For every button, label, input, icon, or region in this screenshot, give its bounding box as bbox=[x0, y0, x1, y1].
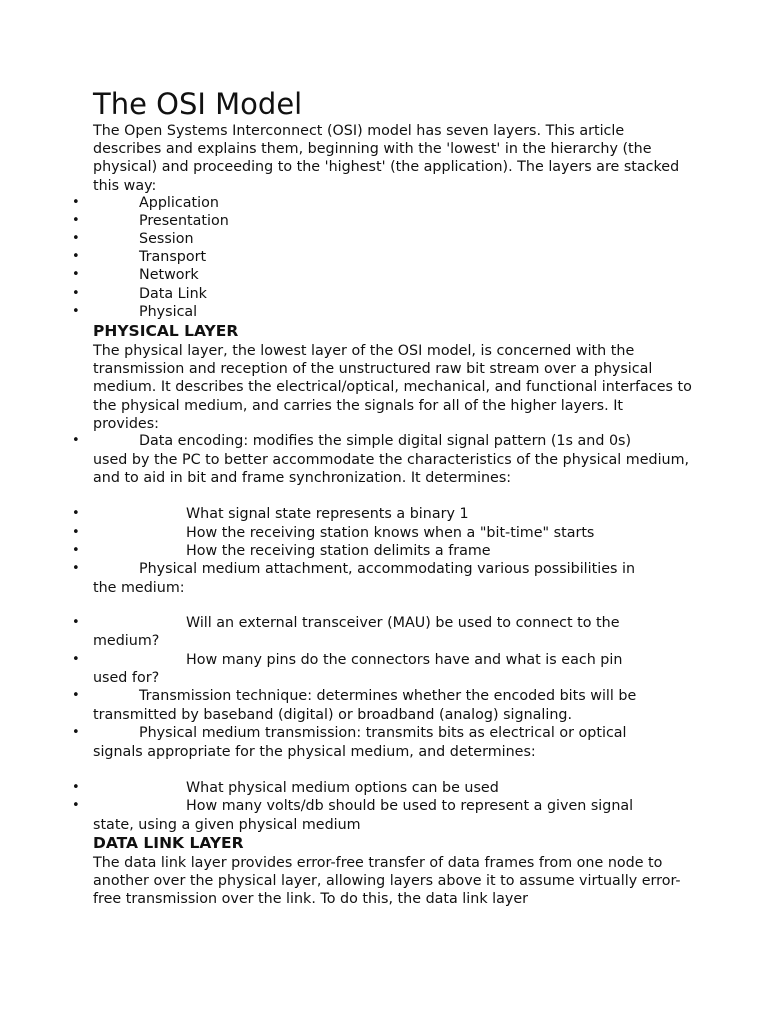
list-item-text: How the receiving station delimits a frame bbox=[186, 543, 491, 559]
bullet-icon: • bbox=[72, 195, 80, 210]
bullet-icon: • bbox=[72, 525, 80, 540]
list-item-text: Data Link bbox=[139, 286, 207, 302]
list-item-text: Network bbox=[139, 267, 199, 283]
bullet-icon: • bbox=[72, 780, 80, 795]
section-heading-physical: PHYSICAL LAYER bbox=[93, 322, 239, 340]
list-item-continuation: used for? bbox=[93, 670, 160, 686]
list-item-text: How the receiving station knows when a "bit-time" starts bbox=[186, 525, 595, 541]
bullet-icon: • bbox=[72, 615, 80, 630]
list-item-text: Physical bbox=[139, 304, 198, 320]
bullet-icon: • bbox=[72, 249, 80, 264]
intro-paragraph: The Open Systems Interconnect (OSI) model has seven layers. This article describes and explains them, beginning with the 'lowest' in the hierarchy (the physical) and proceeding to the 'highest' (the application). The layers are stacked this way: bbox=[93, 123, 680, 194]
bullet-icon: • bbox=[72, 506, 80, 521]
list-item-text bbox=[72, 432, 739, 450]
bullet-icon: • bbox=[72, 286, 80, 301]
bullet-icon: • bbox=[72, 304, 80, 319]
page-title: The OSI Model bbox=[93, 87, 303, 121]
list-item-continuation: the medium: bbox=[93, 580, 185, 596]
bullet-icon: • bbox=[72, 688, 80, 703]
datalink-intro-paragraph: The data link layer provides error-free transfer of data frames from one node to another over the physical layer, allowing layers above it to assume virtually error-free transmission over the link. To do this, the data link layer bbox=[93, 855, 681, 908]
bullet-icon: • bbox=[72, 561, 80, 576]
list-item-text: How many pins do the connectors have and what is each pin bbox=[186, 652, 623, 668]
physical-intro-paragraph: The physical layer, the lowest layer of the OSI model, is concerned with the transmission and reception of the unstructured raw bit stream over a physical medium. It describes the electrical/optical, mechanical, and functional interfaces to the physical medium, and carries the signals for all of the higher layers. It provides: bbox=[93, 343, 692, 432]
bullet-icon: • bbox=[72, 725, 80, 740]
bullet-icon: • bbox=[72, 433, 80, 448]
list-item-text: Physical medium transmission: transmits bits as electrical or optical bbox=[139, 725, 627, 741]
list-item-continuation: used by the PC to better accommodate the characteristics of the physical medium, and to aid in bit and frame synchronization. It determines: bbox=[93, 452, 690, 487]
bullet-icon: • bbox=[72, 798, 80, 813]
bullet-icon: • bbox=[72, 213, 80, 228]
section-heading-datalink: DATA LINK LAYER bbox=[93, 834, 244, 852]
list-item-text: Session bbox=[139, 231, 194, 247]
list-item-text: Physical medium attachment, accommodating various possibilities in bbox=[139, 561, 636, 577]
list-item-continuation: state, using a given physical medium bbox=[93, 817, 361, 833]
list-item-continuation: signals appropriate for the physical medium, and determines: bbox=[93, 744, 536, 760]
list-item-text: Presentation bbox=[139, 213, 229, 229]
list-item-first-line: Data encoding: modifies the simple digital signal pattern (1s and 0s) bbox=[139, 433, 632, 449]
list-item-text: What physical medium options can be used bbox=[186, 780, 499, 796]
list-item-continuation: medium? bbox=[93, 633, 160, 649]
list-item-text: Will an external transceiver (MAU) be used to connect to the bbox=[186, 615, 620, 631]
list-item-text: What signal state represents a binary 1 bbox=[186, 506, 469, 522]
list-item-text: How many volts/db should be used to represent a given signal bbox=[186, 798, 634, 814]
bullet-icon: • bbox=[72, 543, 80, 558]
bullet-icon: • bbox=[72, 231, 80, 246]
list-item-continuation: transmitted by baseband (digital) or broadband (analog) signaling. bbox=[93, 707, 573, 723]
bullet-icon: • bbox=[72, 652, 80, 667]
bullet-icon: • bbox=[72, 267, 80, 282]
list-item-text: Transport bbox=[139, 249, 207, 265]
list-item-text: Transmission technique: determines whether the encoded bits will be bbox=[139, 688, 637, 704]
list-item-text: Application bbox=[139, 195, 219, 211]
